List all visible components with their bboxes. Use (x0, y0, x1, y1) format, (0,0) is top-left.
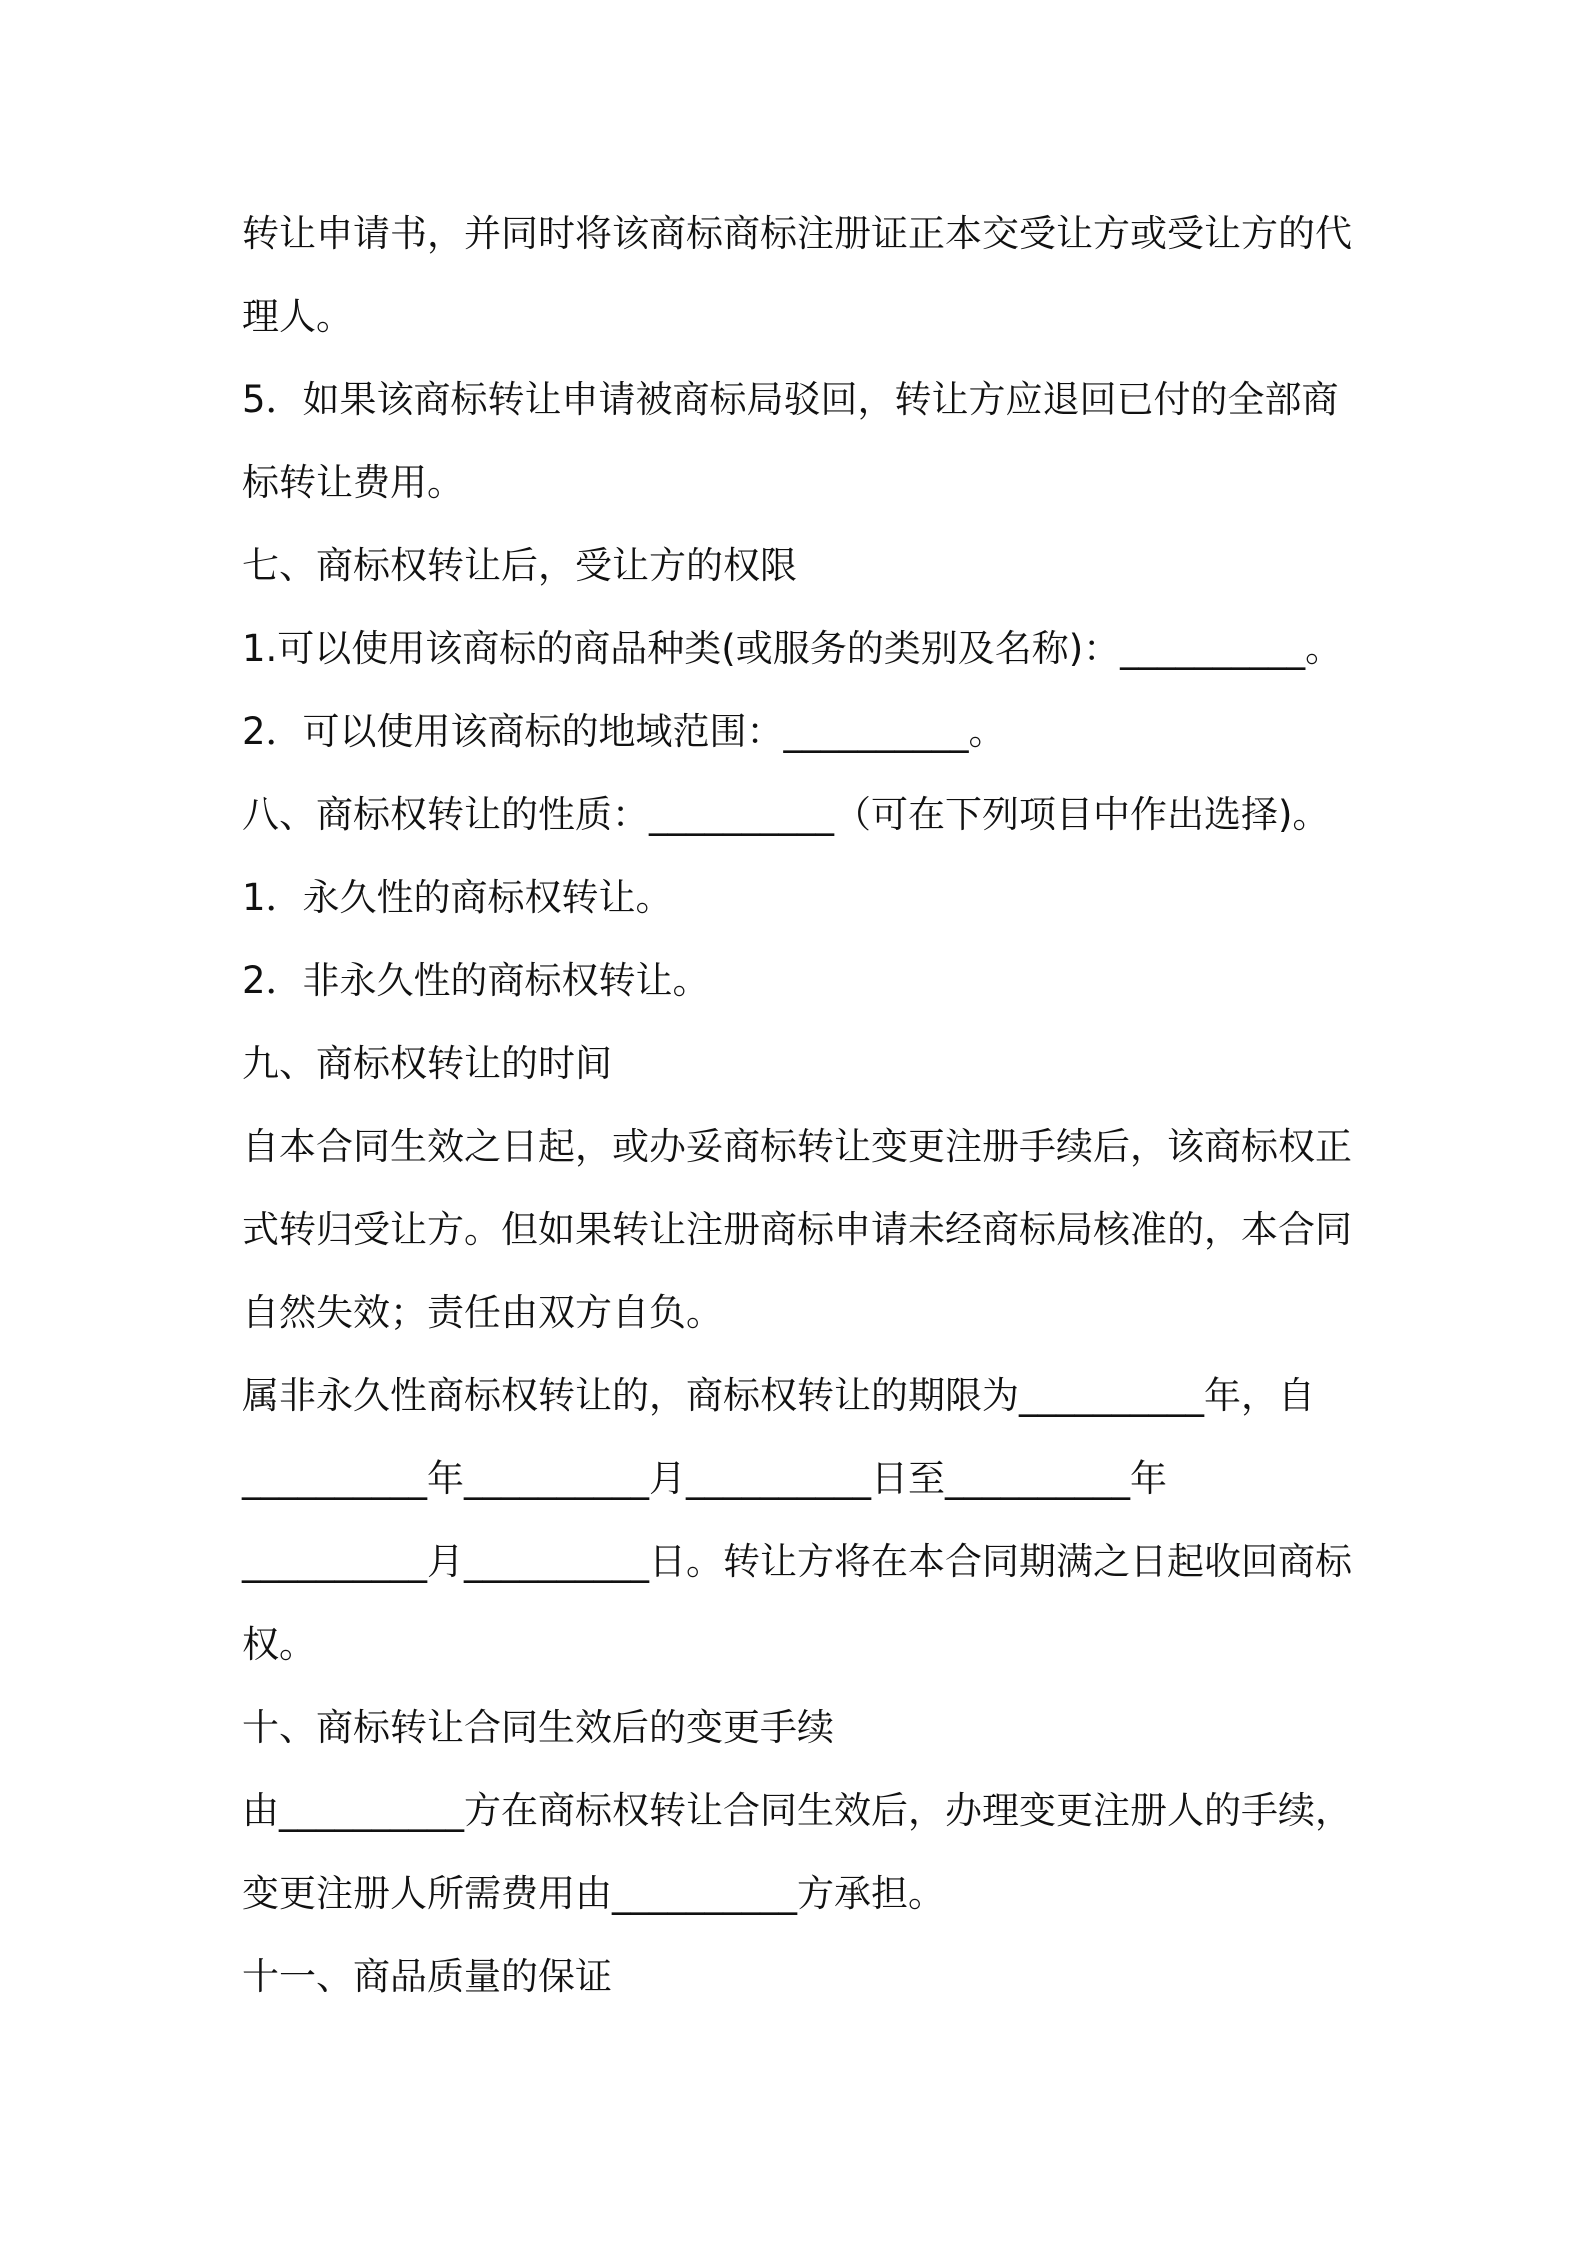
section-9-heading: 九、商标权转让的时间 (242, 1042, 612, 1085)
section-8-item-1: 1．永久性的商标权转让。 (242, 876, 673, 919)
section-9-paragraph-line: 自本合同生效之日起，或办妥商标转让变更注册手续后，该商标权正 (242, 1125, 1352, 1168)
section-8-heading: 八、商标权转让的性质：__________（可在下列项目中作出选择)。 (242, 793, 1330, 836)
section-7-heading: 七、商标权转让后，受让方的权限 (242, 544, 797, 587)
section-9-paragraph-line: 式转归受让方。但如果转让注册商标申请未经商标局核准的，本合同 (242, 1208, 1352, 1251)
term-paragraph-line: 属非永久性商标权转让的，商标权转让的期限为__________年，自 (242, 1374, 1315, 1417)
section-11-heading: 十一、商品质量的保证 (242, 1955, 612, 1998)
section-9-paragraph-line: 自然失效；责任由双方自负。 (242, 1291, 723, 1334)
section-8-item-2: 2．非永久性的商标权转让。 (242, 959, 710, 1002)
paragraph-line: 理人。 (242, 295, 353, 338)
paragraph-line: 转让申请书，并同时将该商标商标注册证正本交受让方或受让方的代 (242, 212, 1352, 255)
section-10-paragraph-line: 由__________方在商标权转让合同生效后，办理变更注册人的手续， (242, 1789, 1352, 1832)
clause-5-line: 5．如果该商标转让申请被商标局驳回，转让方应退回已付的全部商 (242, 378, 1339, 421)
section-7-item-1: 1.可以使用该商标的商品种类(或服务的类别及名称)：__________。 (242, 627, 1343, 670)
term-paragraph-line: 权。 (242, 1623, 316, 1666)
document-body (242, 192, 1362, 2018)
clause-5-line: 标转让费用。 (242, 461, 464, 504)
section-7-item-2: 2．可以使用该商标的地域范围：__________。 (242, 710, 1006, 753)
term-paragraph-line: __________年__________月__________日至__________年 (242, 1457, 1167, 1500)
section-10-heading: 十、商标转让合同生效后的变更手续 (242, 1706, 834, 1749)
section-10-paragraph-line: 变更注册人所需费用由__________方承担。 (242, 1872, 945, 1915)
term-paragraph-line: __________月__________日。转让方将在本合同期满之日起收回商标 (242, 1540, 1352, 1583)
